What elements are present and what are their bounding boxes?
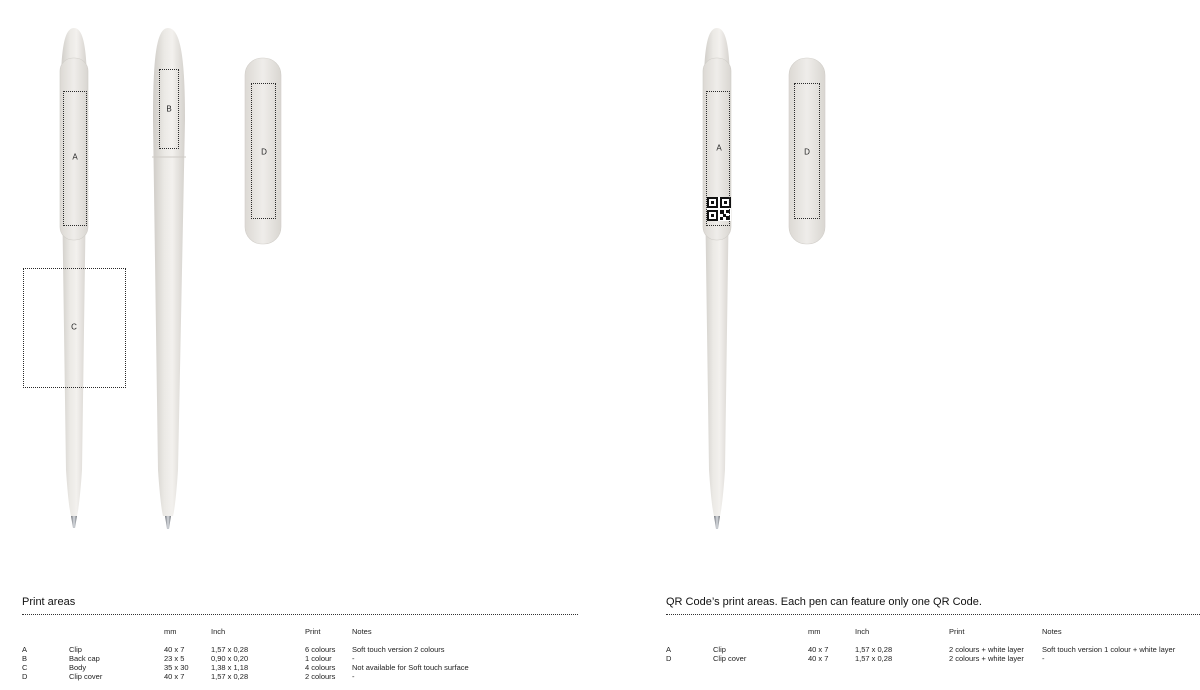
row-print: 2 colours + white layer xyxy=(949,654,1024,663)
row-inch: 1,57 x 0,28 xyxy=(211,672,249,681)
row-print: 4 colours xyxy=(305,663,336,672)
row-code: C xyxy=(22,663,28,672)
qr-zone-label-d: D xyxy=(804,147,810,157)
row-name: Clip cover xyxy=(69,672,103,681)
qr-zone-label-a: A xyxy=(716,143,722,153)
row-notes: Soft touch version 2 colours xyxy=(352,645,445,654)
zone-label-b: B xyxy=(166,104,172,114)
row-inch: 0,90 x 0,20 xyxy=(211,654,249,663)
qr-print-areas-divider xyxy=(666,614,1200,615)
row-print: 1 colour xyxy=(305,654,332,663)
row-name: Clip cover xyxy=(713,654,747,663)
row-notes: - xyxy=(352,654,355,663)
header-mm: mm xyxy=(164,627,177,636)
zone-label-c: C xyxy=(71,322,77,332)
qr-print-areas-title: QR Code’s print areas. Each pen can feature only one QR Code. xyxy=(666,596,982,608)
qr-header-inch: Inch xyxy=(855,627,870,636)
row-inch: 1,57 x 0,28 xyxy=(855,654,893,663)
row-code: D xyxy=(666,654,672,663)
print-areas-title: Print areas xyxy=(22,596,76,608)
row-name: Clip xyxy=(713,645,726,654)
qr-header-print: Print xyxy=(949,627,965,636)
row-inch: 1,57 x 0,28 xyxy=(855,645,893,654)
row-code: A xyxy=(666,645,672,654)
row-mm: 23 x 5 xyxy=(164,654,185,663)
row-notes: - xyxy=(1042,654,1045,663)
row-inch: 1,38 x 1,18 xyxy=(211,663,249,672)
qr-header-notes: Notes xyxy=(1042,627,1062,636)
row-notes: Not available for Soft touch surface xyxy=(352,663,469,672)
print-areas-divider xyxy=(22,614,578,615)
header-notes: Notes xyxy=(352,627,372,636)
row-name: Body xyxy=(69,663,87,672)
row-mm: 40 x 7 xyxy=(808,654,829,663)
row-print: 2 colours + white layer xyxy=(949,645,1024,654)
row-print: 6 colours xyxy=(305,645,336,654)
row-name: Clip xyxy=(69,645,82,654)
row-mm: 40 x 7 xyxy=(164,672,185,681)
row-mm: 40 x 7 xyxy=(164,645,185,654)
row-print: 2 colours xyxy=(305,672,336,681)
zone-label-a: A xyxy=(72,152,78,162)
zone-label-d: D xyxy=(261,147,267,157)
header-inch: Inch xyxy=(211,627,226,636)
row-inch: 1,57 x 0,28 xyxy=(211,645,249,654)
header-print: Print xyxy=(305,627,321,636)
row-mm: 35 x 30 xyxy=(164,663,189,672)
row-name: Back cap xyxy=(69,654,100,663)
row-code: B xyxy=(22,654,28,663)
row-code: A xyxy=(22,645,28,654)
row-code: D xyxy=(22,672,28,681)
row-notes: - xyxy=(352,672,355,681)
row-notes: Soft touch version 1 colour + white layer xyxy=(1042,645,1176,654)
qr-print-zone-a xyxy=(706,91,730,226)
qr-header-mm: mm xyxy=(808,627,821,636)
row-mm: 40 x 7 xyxy=(808,645,829,654)
